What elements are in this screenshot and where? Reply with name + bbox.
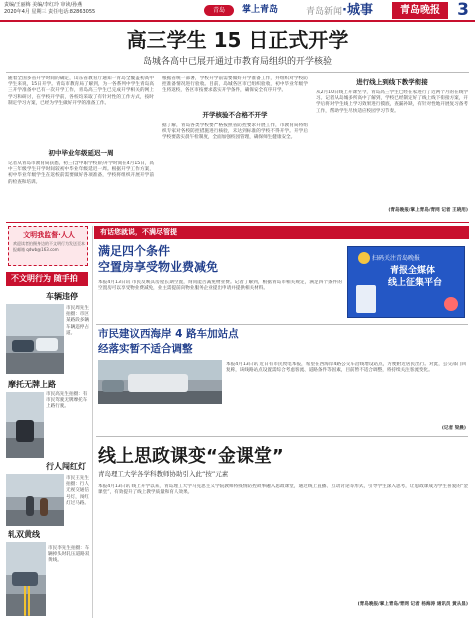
lead-subtitle: 进行线上到线下教学衔接: [356, 78, 428, 86]
app-logo: 青岛: [204, 5, 234, 16]
section-title: [306, 2, 386, 19]
app-name: 掌上青岛: [242, 5, 279, 15]
lead-headline: 高三学生 15 日正式开学: [126, 28, 349, 52]
story-title: 经落实暂不适合调整: [98, 343, 193, 355]
item-caption: 市民李先生拍摄：车辆掉头时轧压道路双黄线。: [48, 546, 90, 564]
masthead-meta: 责编/王丽梅 美编/李红玲 审读/孙燕 2020年4月 星期三 责任电话:82863055: [4, 2, 96, 15]
photo-double-yellow-line: [6, 542, 46, 616]
lead-byline: (青岛晚报/掌上青岛/青网 记者 王晓用): [388, 208, 468, 213]
story-title: 市民建议西海岸 4 路车加站点: [98, 328, 239, 340]
lead-paragraph: 从2月10日线上开课至今，青岛高三学生已经在家进行了近两个月的在线学习。记者从岛城多所高中了解到，学校已经制定好了线上线下衔接方案，开学后将对学生线上学习效果进行摸底，查漏补缺，有针对性地开展复习备考工作，帮助学生尽快适应校园学习节奏。: [316, 90, 468, 114]
page-number: 3: [457, 0, 469, 20]
divider: [6, 72, 469, 73]
story-text: 本报4月13日讯 近日有市民致电本报，希望在西海岸4路公交车沿线增设站点，方便附近居民出行。对此，公交部门回复称，该线路站点设置需综合考虑客流、道路条件等因素，目前暂不适合调整，将持续关注客流变化。: [226, 362, 466, 374]
divider: [96, 436, 468, 437]
item-title: 行人闯红灯: [46, 462, 86, 471]
recruit-title: 文明我监督·人人: [23, 231, 75, 239]
lead-paragraph: 记者从青岛市教育局获悉，初三(含中职学校)的开学时间在4月15日，高中三年级学生开学时间较初中毕业年级延迟一周。根据开学工作方案，初中毕业年级学生在返校前需要做好各项准备，学校将组织开展开学前的检查和培训。: [8, 161, 154, 185]
lead-column-1: [8, 76, 154, 235]
promo-line: 线上征集平台: [388, 278, 443, 288]
section-banner: 有话您就说，不满尽管提: [94, 226, 469, 239]
decor-circle-icon: [444, 297, 458, 311]
story-text: 本报4月13日讯 线上开学以来，青岛理工大学马克思主义学院教师将疫情防控故事融入思政课堂，通过线上直播、互动讨论等形式，引导学生深入思考，让思政课成为学生喜爱的“金课堂”，有效提升了线上教学质量和育人效果。: [98, 484, 468, 496]
story-text: 本报4月13日讯 市民反映其房屋长期空置，询问能否减免物业费。记者了解到，根据青岛市相关规定，满足四个条件的空置房可以享受物业费减免，业主需提前向物业服务企业提出申请并提供相关材料。: [98, 280, 342, 292]
lead-column-3: [316, 78, 468, 214]
section-name: ·城事: [342, 3, 373, 18]
divider: [6, 222, 469, 223]
story-title: 线上思政课变“金课堂”: [98, 446, 284, 467]
lead-column-2: [162, 76, 308, 223]
photo-jaywalking: [6, 474, 64, 526]
photo-illegal-parking: [6, 304, 64, 374]
phone-icon: [356, 285, 376, 313]
divider: [92, 226, 93, 618]
story-title: 空置房享受物业费减免: [98, 260, 219, 274]
lead-paragraph: 根据省统一部署，学校开学前需要做好开学准备工作，并组织对学校防控准备情况进行验收。目前，岛城各区市已组织验收，初中毕业年级学生将返校，各区市按要求落实开学条件，确保安全有序开学。: [162, 76, 308, 94]
story-byline: (青岛晚报/掌上青岛/青网 记者 杨海涛 通讯员 黄从显): [357, 602, 468, 607]
item-title: 车辆违停: [46, 292, 78, 301]
story-subtitle: 青岛理工大学各学科教师协助引入此“按”元素: [98, 470, 229, 478]
item-caption: 市民周先生拍摄：市区某路段多辆车辆违停占道。: [66, 306, 89, 336]
masthead: [0, 0, 475, 22]
item-title: 摩托无牌上路: [8, 380, 56, 389]
lead-subtitle: 初中毕业年级延迟一周: [48, 149, 114, 157]
promo-badge-icon: [358, 252, 370, 264]
item-caption: 市民王先生拍摄：行人无视交通信号灯，闯红灯过马路。: [66, 476, 89, 506]
divider: [96, 324, 468, 325]
newspaper-name: 青岛晚报: [392, 2, 448, 19]
photo-bus-route: [98, 360, 222, 404]
story-byline: (记者 梁晨): [441, 426, 466, 431]
lead-paragraph: 据了解，青岛各类学校要严格按照省防控要求开展工作，市教育局将组织专家对各校防控措施进行核验，未达到标准的学校不得开学。开学后学校要落实晨午检制度，全面加强校园管理，确保师生健康安全。: [162, 123, 308, 141]
section-prefix: 青岛新闻: [306, 7, 343, 17]
column-title: 不文明行为 随手拍: [6, 272, 88, 286]
promo-line: 青报全媒体: [390, 266, 436, 276]
recruit-text: 欢迎读者拍摄身边的不文明行为发送至本报邮箱 qdwb@163.com: [13, 241, 85, 252]
lead-paragraph: 随着全国多省开学时间的确定，山东省教育厅通知一青岛全覆盖初高中学生来说，15日开学。青岛市教育局了解到，为一各系列中学生青岛高三开学准备中已有一次开学工作，青岛高三学生已完成开学相关的网上学习和研讨，在学校开学前，各校均采取了有针对性的工作方式，按时制定学习方案，已经为学生做好开学的准备工作。: [8, 76, 154, 106]
promo-ad: [347, 246, 465, 318]
lead-subheadline: 岛城各高中已展开通过市教育局组织的开学核验: [142, 57, 332, 67]
recruit-panel: [8, 226, 88, 266]
lead-subtitle: 开学核验不合格不开学: [202, 111, 268, 119]
item-caption: 市民高先生拍摄：有市民驾驶无牌摩托车上路行驶。: [46, 392, 88, 410]
photo-unlicensed-motorcycle: [6, 392, 44, 458]
promo-line: 扫码关注青岛晚报: [372, 255, 421, 262]
item-title: 轧双黄线: [8, 530, 40, 539]
story-title: 满足四个条件: [98, 244, 171, 258]
